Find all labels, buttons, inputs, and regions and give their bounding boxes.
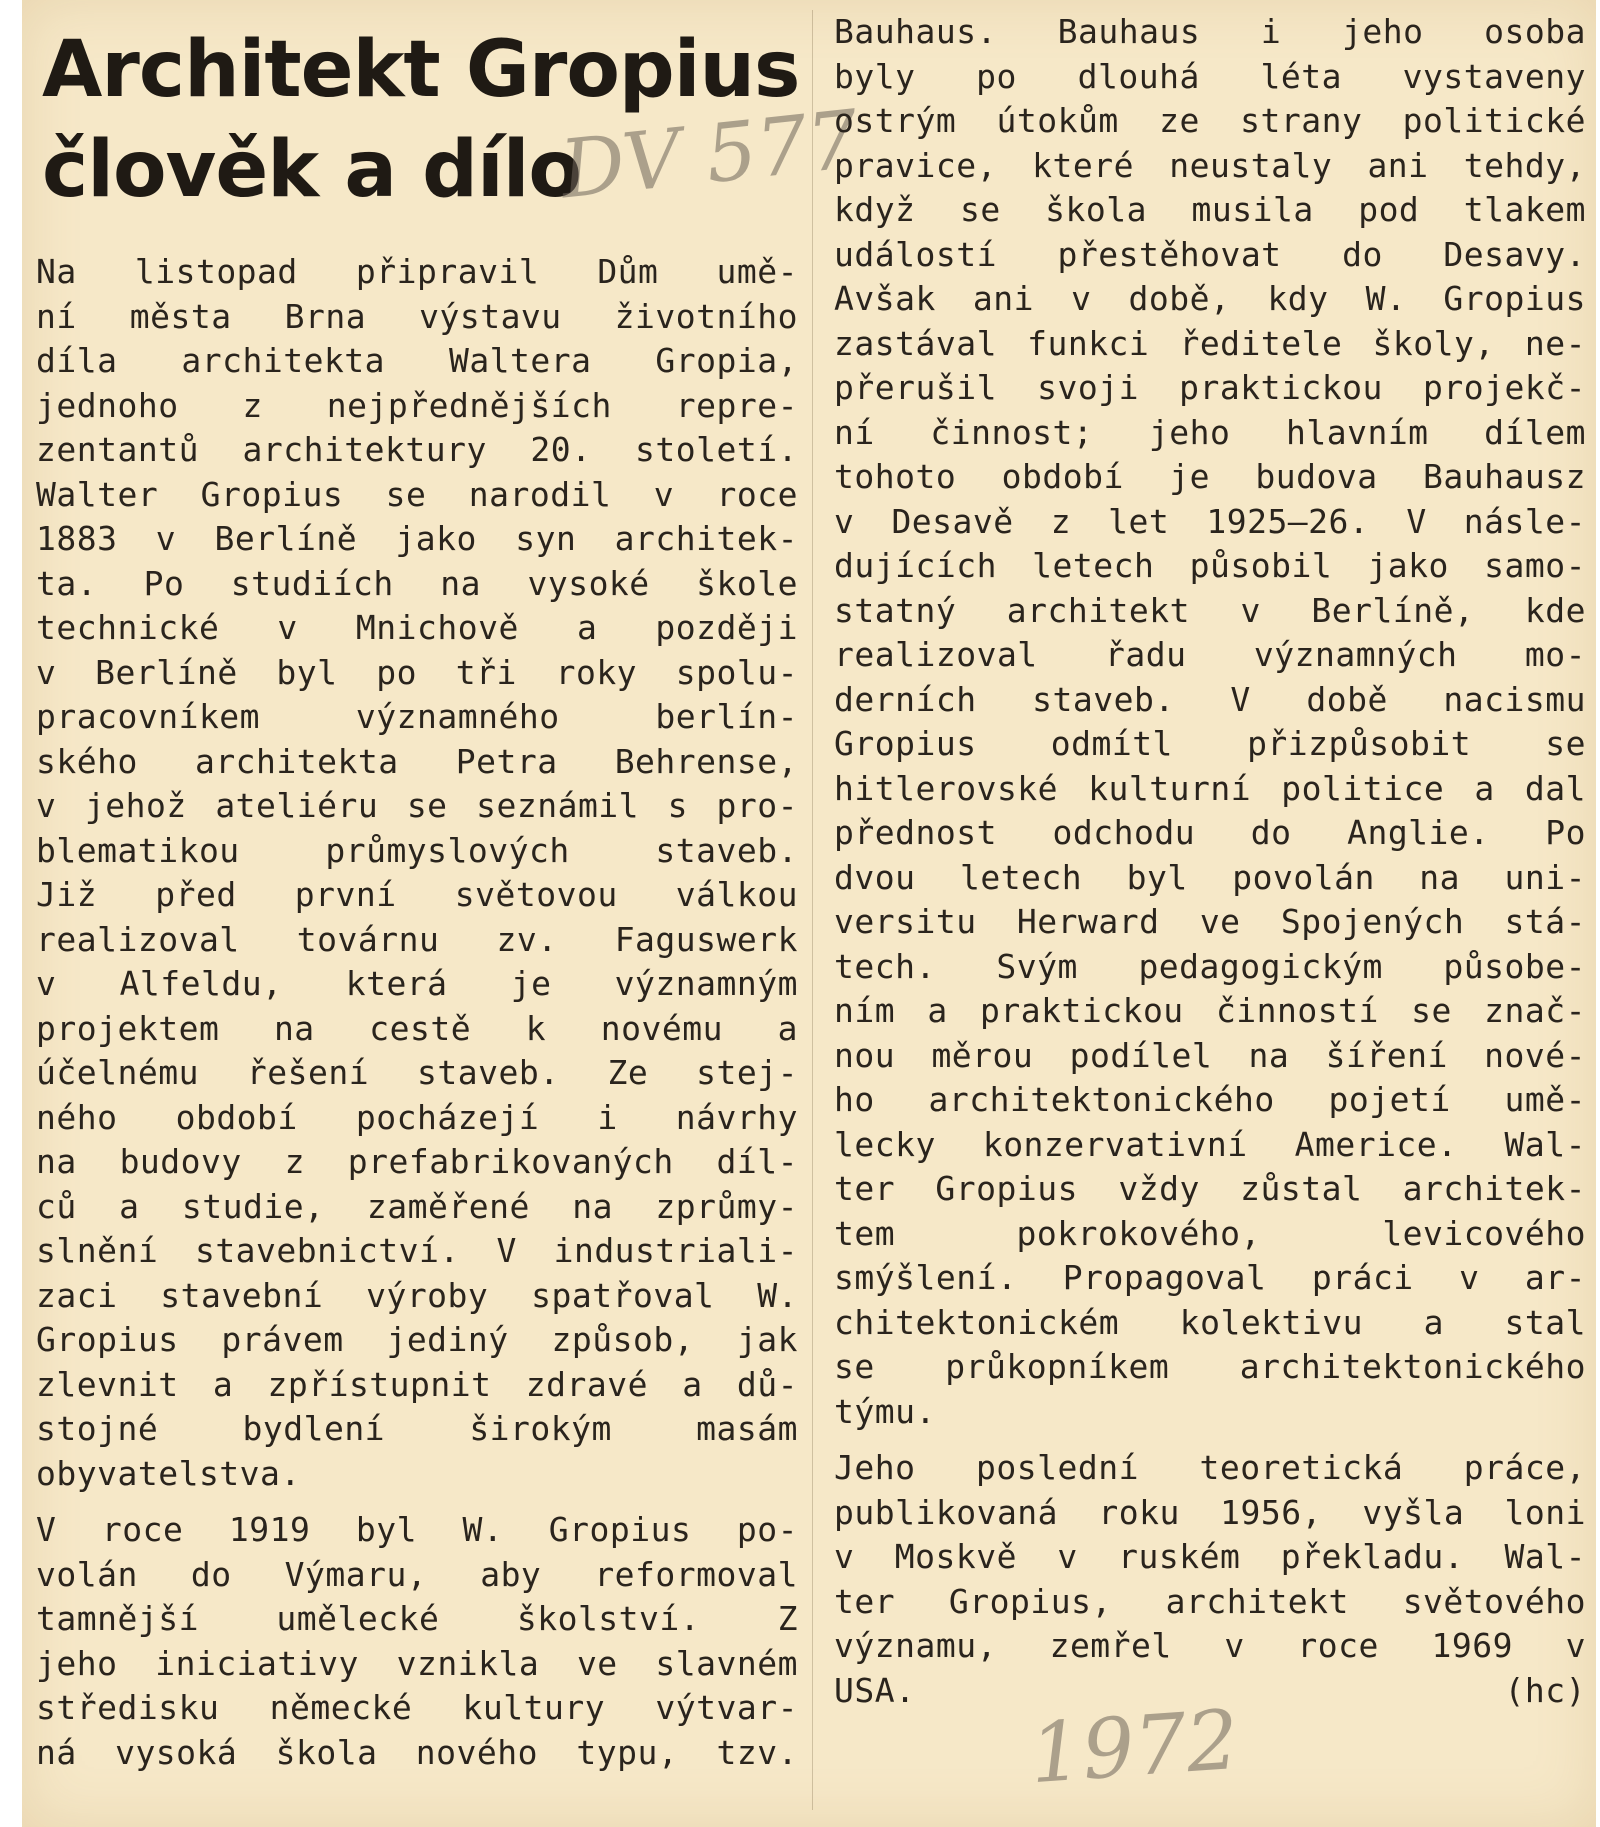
text-line: ců a studie, zaměřené na zprůmy- [36, 1186, 798, 1226]
text-line: Avšak ani v době, kdy W. Gropius [834, 279, 1586, 318]
text-line: ta. Po studiích na vysoké škole [36, 563, 798, 603]
text-line: nou měrou podílel na šíření nové- [834, 1035, 1586, 1075]
text-line: tem pokrokového, levicového [834, 1213, 1586, 1253]
text-line: Walter Gropius se narodil v roce [36, 474, 798, 514]
author-signature: (hc) [1504, 1670, 1586, 1710]
text-line: středisku německé kultury výtvar- [36, 1688, 798, 1727]
text-line: Gropius právem jediný způsob, jak [36, 1320, 798, 1359]
text-line: týmu. [834, 1391, 936, 1431]
text-line: ter Gropius, architekt světového [834, 1581, 1586, 1621]
text-line: byly po dlouhá léta vystaveny [834, 56, 1586, 96]
text-line: ostrým útokům ze strany politické [834, 101, 1586, 140]
text-line: v Desavě z let 1925—26. V násle- [834, 501, 1586, 541]
text-line: tamnější umělecké školství. Z [36, 1599, 798, 1638]
text-line: zastával funkci ředitele školy, ne- [834, 323, 1586, 363]
text-line: ním a praktickou činností se znač- [834, 991, 1586, 1030]
text-line: přednost odchodu do Anglie. Po [834, 813, 1586, 852]
text-line: dujících letech působil jako samo- [834, 546, 1586, 585]
text-line: volán do Výmaru, aby reformoval [36, 1554, 798, 1594]
text-line: hitlerovské kulturní politice a dal [834, 768, 1586, 808]
text-line: ter Gropius vždy zůstal architek- [834, 1169, 1586, 1208]
text-line: v Alfeldu, která je významným [36, 964, 798, 1003]
article-column-1 [36, 250, 798, 1775]
text-line: v Moskvě v ruském překladu. Wal- [834, 1537, 1586, 1576]
text-line: když se škola musila pod tlakem [834, 190, 1586, 229]
text-line: blematikou průmyslových staveb. [36, 830, 798, 870]
pencil-archive-mark: DV 577 [555, 92, 863, 217]
text-line: ná vysoká škola nového typu, tzv. [36, 1732, 798, 1772]
paragraph-2 [36, 1508, 798, 1775]
text-line: se průkopníkem architektonického [834, 1347, 1586, 1386]
text-line: publikovaná roku 1956, vyšla loni [834, 1492, 1586, 1532]
article-column-2 [834, 10, 1586, 1713]
headline-line-1: Architekt Gropius [42, 25, 800, 115]
text-line: slnění stavebnictví. V industriali- [36, 1231, 798, 1270]
text-line: ní činnost; jeho hlavním dílem [834, 412, 1586, 452]
text-line: významu, zemřel v roce 1969 v [834, 1626, 1586, 1665]
text-line: projektem na cestě k novému a [36, 1008, 798, 1048]
text-line: díla architekta Waltera Gropia, [36, 341, 798, 380]
text-line: na budovy z prefabrikovaných díl- [36, 1142, 798, 1181]
text-line: Bauhaus. Bauhaus i jeho osoba [834, 12, 1586, 51]
text-line: pracovníkem významného berlín- [36, 697, 798, 736]
text-line: statný architekt v Berlíně, kde [834, 590, 1586, 630]
text-line: jeho iniciativy vznikla ve slavném [36, 1643, 798, 1683]
text-line: ského architekta Petra Behrense, [36, 741, 798, 781]
text-line: ného období pocházejí i návrhy [36, 1097, 798, 1137]
paragraph-3 [834, 10, 1586, 1434]
text-line: chitektonickém kolektivu a stal [834, 1302, 1586, 1342]
text-line: přerušil svoji praktickou projekč- [834, 368, 1586, 407]
text-line: 1883 v Berlíně jako syn architek- [36, 519, 798, 558]
text-line: realizoval řadu významných mo- [834, 635, 1586, 674]
text-line: událostí přestěhovat do Desavy. [834, 234, 1586, 274]
text-line: Jeho poslední teoretická práce, [834, 1448, 1586, 1487]
text-line: účelnému řešení staveb. Ze stej- [36, 1053, 798, 1092]
final-line: USA. [834, 1670, 916, 1710]
text-line: tech. Svým pedagogickým působe- [834, 946, 1586, 986]
text-line: versitu Herward ve Spojených stá- [834, 902, 1586, 941]
text-line: realizoval továrnu zv. Faguswerk [36, 919, 798, 959]
text-line: pravice, které neustaly ani tehdy, [834, 145, 1586, 185]
paragraph-4 [834, 1446, 1586, 1669]
paragraph-1 [36, 250, 798, 1496]
text-line: ní města Brna výstavu životního [36, 296, 798, 336]
text-line: jednoho z nejpřednějších repre- [36, 385, 798, 425]
text-line: Již před první světovou válkou [36, 875, 798, 914]
text-line: derních staveb. V době nacismu [834, 679, 1586, 719]
text-line: v Berlíně byl po tři roky spolu- [36, 652, 798, 692]
text-line: smýšlení. Propagoval práci v ar- [834, 1258, 1586, 1297]
text-line: V roce 1919 byl W. Gropius po- [36, 1510, 798, 1549]
text-line: ho architektonického pojetí umě- [834, 1080, 1586, 1119]
text-line: lecky konzervativní Americe. Wal- [834, 1124, 1586, 1164]
text-line: stojné bydlení širokým masám [36, 1409, 798, 1448]
text-line: v jehož ateliéru se seznámil s pro- [36, 786, 798, 825]
text-line: technické v Mnichově a později [36, 608, 798, 647]
text-line: zlevnit a zpřístupnit zdravé a dů- [36, 1364, 798, 1404]
text-line: dvou letech byl povolán na uni- [834, 857, 1586, 897]
text-line: Na listopad připravil Dům umě- [36, 252, 798, 291]
headline-line-2: člověk a dílo [42, 125, 582, 215]
column-divider [812, 10, 813, 1810]
text-line: zentantů architektury 20. století. [36, 430, 798, 469]
text-line: tohoto období je budova Bauhausz [834, 457, 1586, 496]
pencil-year-mark: 1972 [1026, 1692, 1242, 1803]
text-line: zaci stavební výroby spatřoval W. [36, 1275, 798, 1315]
text-line: obyvatelstva. [36, 1453, 301, 1493]
text-line: Gropius odmítl přizpůsobit se [834, 724, 1586, 763]
